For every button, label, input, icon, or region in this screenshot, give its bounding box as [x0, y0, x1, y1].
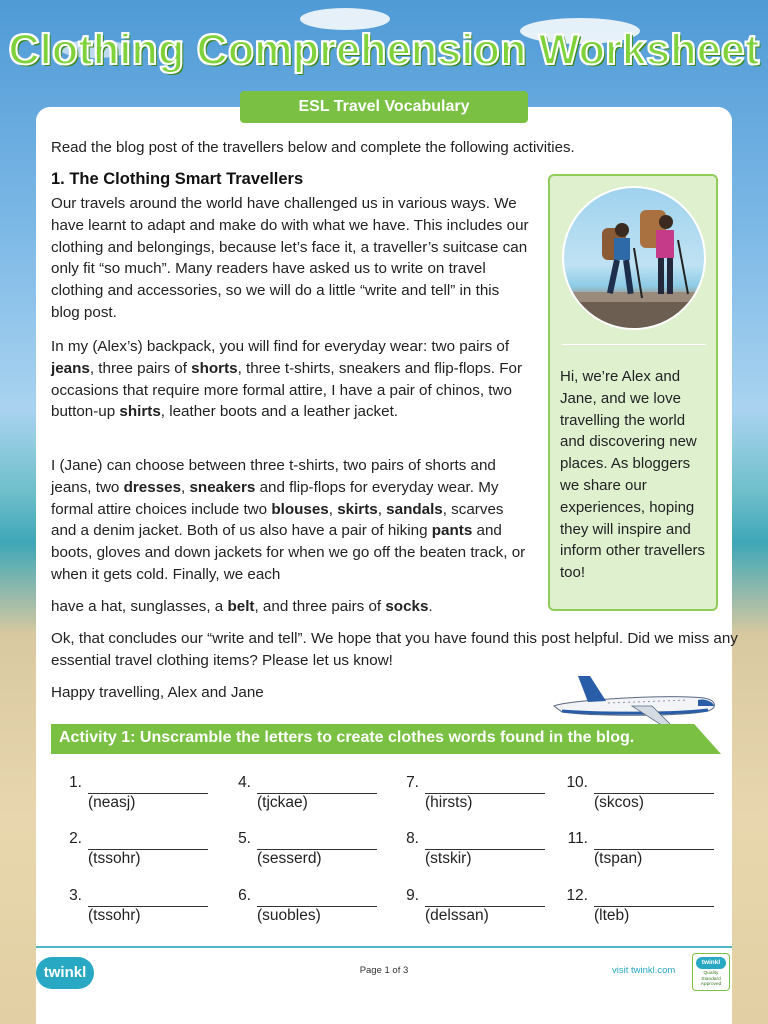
- sidebar-text: Hi, we’re Alex and Jane, and we love travelling the world and discovering new places. As bloggers we share our experiences, hoping they will inspire and inform other travellers too!: [560, 368, 706, 582]
- keyword: shirts: [119, 403, 161, 421]
- question-number: 11.: [567, 830, 588, 847]
- scrambled-word: (tspan): [594, 850, 643, 867]
- airplane-icon: [548, 670, 720, 730]
- blog-paragraph-4: Ok, that concludes our “write and tell”. We hope that you have found this post helpful. Did we miss any essential travel clothing items? Please let us know!: [51, 630, 738, 669]
- intro-text: Read the blog post of the travellers below and complete the following activities.: [51, 139, 575, 156]
- question-number: 5.: [238, 830, 251, 847]
- scrambled-word: (skcos): [594, 794, 644, 811]
- visit-link[interactable]: visit twinkl.com: [612, 965, 676, 976]
- question-number: 4.: [238, 774, 251, 791]
- twinkl-logo[interactable]: twinkl: [36, 957, 94, 989]
- keyword: belt: [227, 598, 255, 615]
- scrambled-word: (delssan): [425, 907, 489, 924]
- activity-heading: Activity 1: Unscramble the letters to create clothes words found in the blog.: [59, 729, 635, 746]
- about-sidebar: [548, 174, 718, 611]
- question-number: 7.: [406, 774, 419, 791]
- page-number: Page 1 of 3: [359, 965, 409, 976]
- keyword: socks: [385, 598, 429, 615]
- question-number: 10.: [566, 774, 588, 791]
- question-number: 8.: [406, 830, 419, 847]
- scrambled-word: (hirsts): [425, 794, 473, 811]
- keyword: sneakers: [189, 478, 256, 496]
- scrambled-word: (tjckae): [257, 794, 308, 811]
- question-number: 1.: [69, 774, 82, 791]
- scrambled-word: (tssohr): [88, 907, 141, 924]
- keyword: sandals: [386, 500, 443, 518]
- keyword: shorts: [191, 359, 238, 377]
- scrambled-word: (suobles): [257, 907, 321, 924]
- keyword: dresses: [123, 478, 182, 496]
- subtitle-banner: ESL Travel Vocabulary: [240, 91, 528, 123]
- scrambled-word: (tssohr): [88, 850, 141, 867]
- question-number: 3.: [69, 887, 82, 904]
- quality-badge-icon: [692, 953, 730, 991]
- question-number: 2.: [69, 830, 82, 847]
- keyword: pants: [431, 522, 473, 540]
- page-title: Clothing Comprehension Worksheet: [8, 26, 760, 74]
- scrambled-word: (stskir): [425, 850, 472, 867]
- blog-signoff: Happy travelling, Alex and Jane: [51, 684, 264, 701]
- question-number: 12.: [566, 887, 588, 904]
- travellers-photo: [562, 186, 706, 330]
- keyword: blouses: [271, 500, 329, 518]
- question-number: 6.: [238, 887, 251, 904]
- keyword: skirts: [337, 500, 378, 518]
- blog-paragraph-2: In my (Alex’s) backpack, you will find for everyday wear: two pairs of jeans, three pairs of shorts, three t-shirts, sneakers and flip-flops. For occasions that require more formal attire, I have a pair of chinos, two button-up shirts, leather boots and a leather jacket.: [51, 338, 523, 421]
- blog-paragraph-1: Our travels around the world have challenged us in various ways. We have learnt to adapt and make do with what we have. This includes our clothing and belongings, because let’s face it, a traveller’s suitcase can only fit “so much”. Many readers have asked us to write on travel clothing and accessories, so we will do a little “write and tell” in this blog post.: [51, 195, 529, 321]
- blog-paragraph-3-end: have a hat, sunglasses, a belt, and three pairs of socks.: [51, 598, 433, 615]
- section-heading: 1. The Clothing Smart Travellers: [51, 170, 304, 188]
- blog-paragraph-3: I (Jane) can choose between three t-shirts, two pairs of shorts and jeans, two dresses, sneakers and flip-flops for everyday wear. My formal attire choices include two blouses, skirts, sandals, scarves and a denim jacket. Both of us also have a pair of hiking pants and boots, gloves and down jackets for when we go off the beaten track, or when it gets cold. Finally, we each: [51, 457, 526, 583]
- footer-divider: [36, 946, 732, 948]
- badge-caption: Quality Standard Approved: [700, 971, 722, 987]
- question-number: 9.: [406, 887, 419, 904]
- sidebar-divider: [562, 344, 706, 345]
- keyword: jeans: [51, 359, 90, 377]
- scrambled-word: (lteb): [594, 907, 630, 924]
- badge-logo: twinkl: [696, 957, 726, 969]
- scrambled-word: (neasj): [88, 794, 136, 811]
- scrambled-word: (sesserd): [257, 850, 322, 867]
